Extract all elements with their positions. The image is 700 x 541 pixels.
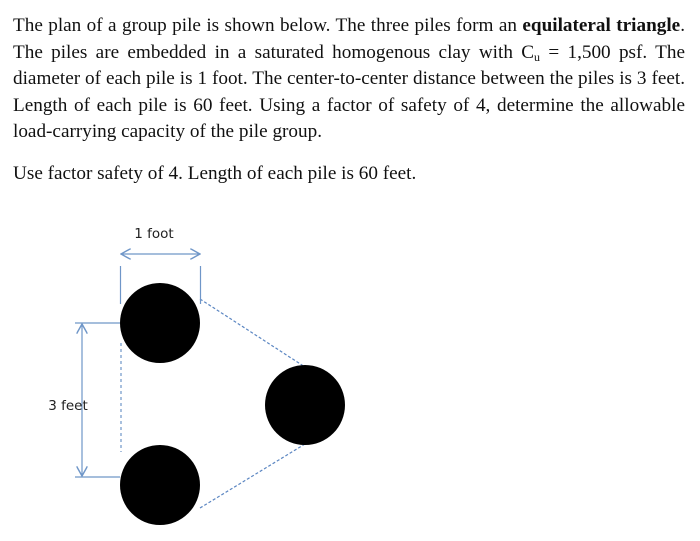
triangle-side-top (200, 299, 305, 367)
diameter-label: 1 foot (134, 226, 174, 242)
problem-subscript: u (534, 49, 541, 64)
problem-text-3: = 1,500 psf. The diameter of each pile is 1 foot. The center-to-center distance between the piles is 3 feet. Length of each pile is 60 feet. Using a factor of safety of 4, determine the allowable load-carrying capacity of the pile group. (13, 41, 685, 142)
problem-text-1: The plan of a group pile is shown below. The three piles form an (13, 15, 523, 36)
problem-bold-term: equilateral triangle (522, 15, 681, 36)
pile-top (120, 283, 200, 363)
pile-right (265, 365, 345, 445)
pile-bottom (120, 445, 200, 525)
spacing-label: 3 feet (48, 398, 88, 414)
triangle-side-bottom (200, 444, 305, 508)
factor-of-safety-note: Use factor safety of 4. Length of each pile is 60 feet. (13, 163, 417, 184)
problem-text-2: . The piles are embedded in a saturated homogenous clay with C (13, 15, 685, 63)
